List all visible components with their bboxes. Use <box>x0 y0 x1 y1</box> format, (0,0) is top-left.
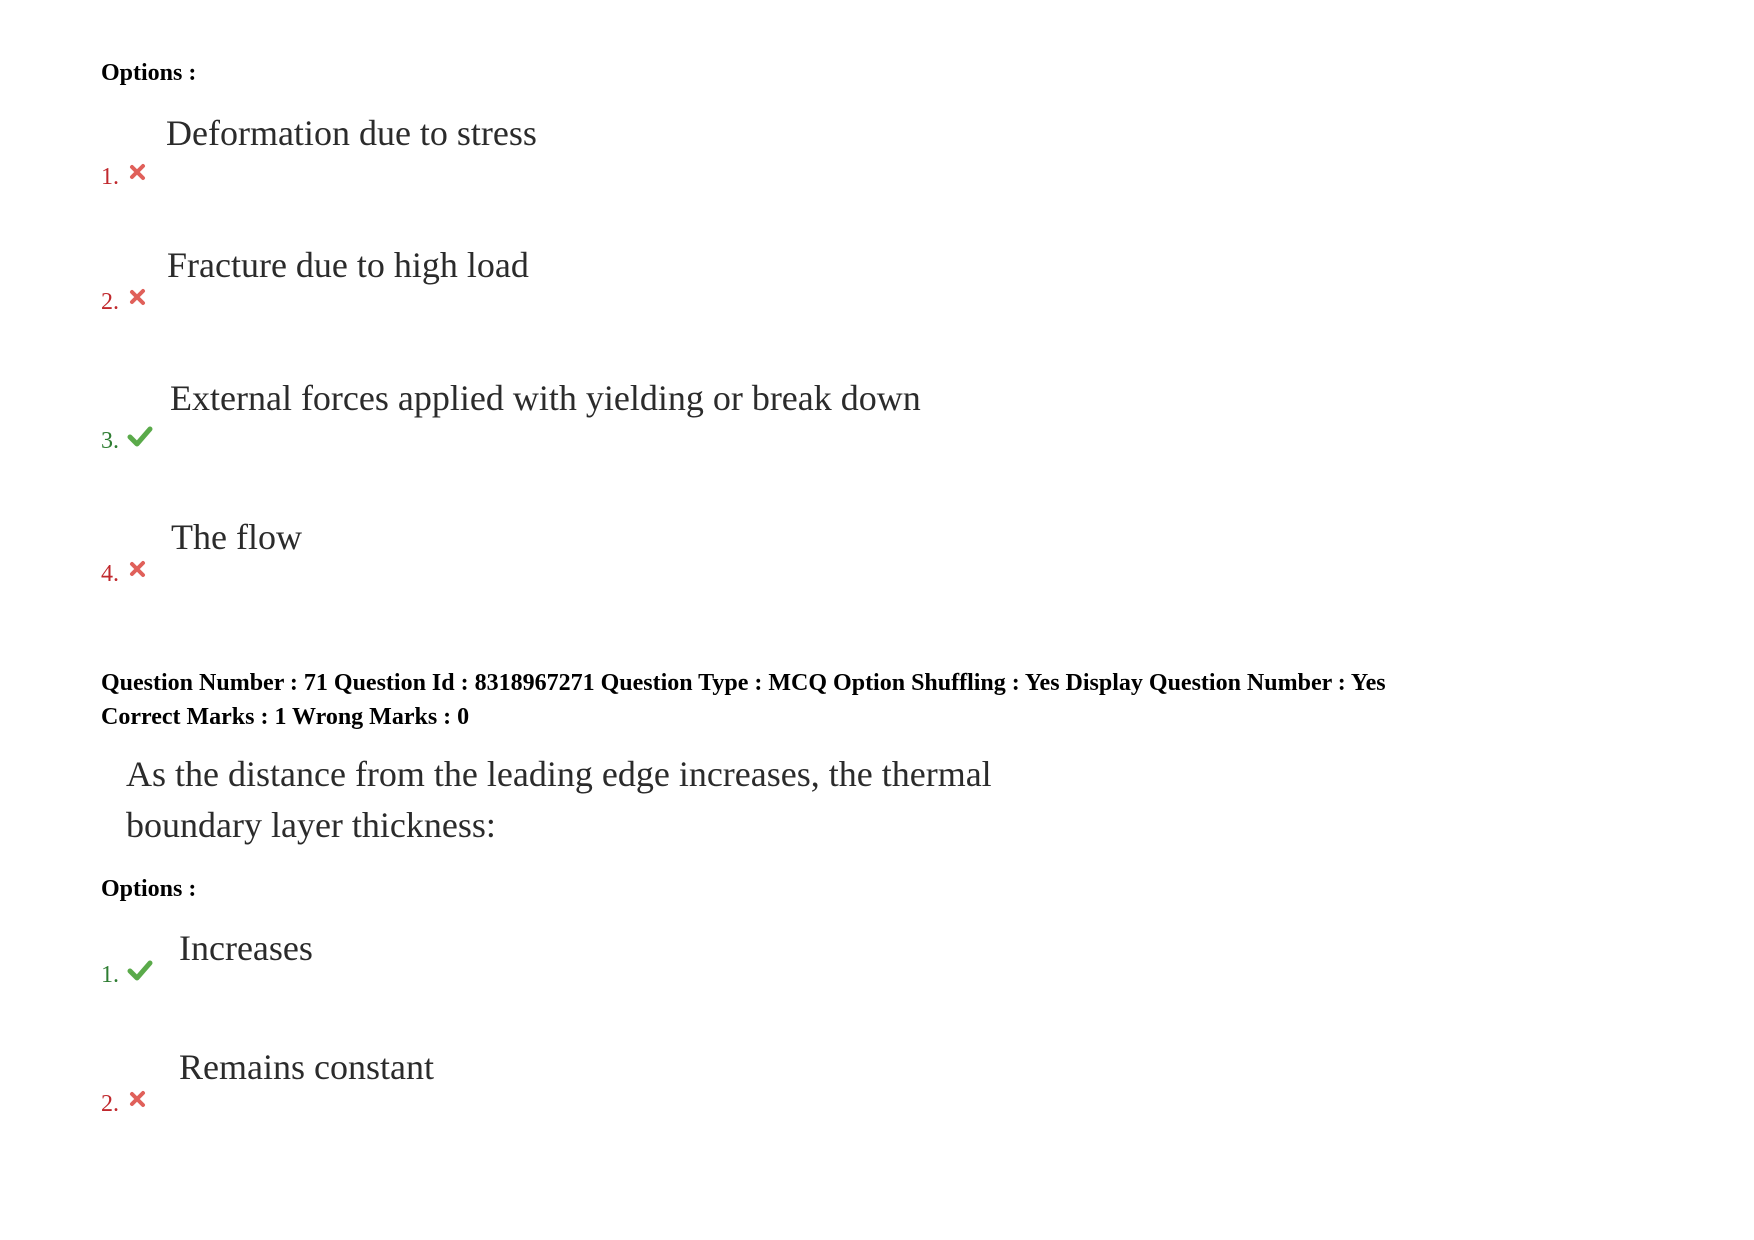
cross-icon <box>129 163 147 181</box>
option-text: Remains constant <box>179 1047 434 1087</box>
question-meta: Question Number : 71 Question Id : 8318967271 Question Type : MCQ Option Shuffling : Yes Display Question Number : Yes <box>101 670 1386 696</box>
option-text: The flow <box>171 517 302 557</box>
option-text: Fracture due to high load <box>167 245 529 285</box>
option-number: 2. <box>101 289 119 315</box>
question-text-line: boundary layer thickness: <box>126 805 496 845</box>
option-text: Deformation due to stress <box>166 113 537 153</box>
option-text: External forces applied with yielding or break down <box>170 378 921 418</box>
cross-icon <box>129 1090 147 1108</box>
options-label: Options : <box>101 60 197 86</box>
option-number: 4. <box>101 561 119 587</box>
option-number: 2. <box>101 1091 119 1117</box>
cross-icon <box>129 288 147 306</box>
option-number: 1. <box>101 962 119 988</box>
option-number: 3. <box>101 428 119 454</box>
question-text-line: As the distance from the leading edge increases, the thermal <box>126 754 992 794</box>
options-label: Options : <box>101 876 197 902</box>
check-icon <box>127 425 153 447</box>
option-number: 1. <box>101 164 119 190</box>
check-icon <box>127 959 153 981</box>
option-text: Increases <box>179 928 313 968</box>
question-marks: Correct Marks : 1 Wrong Marks : 0 <box>101 704 470 730</box>
cross-icon <box>129 560 147 578</box>
